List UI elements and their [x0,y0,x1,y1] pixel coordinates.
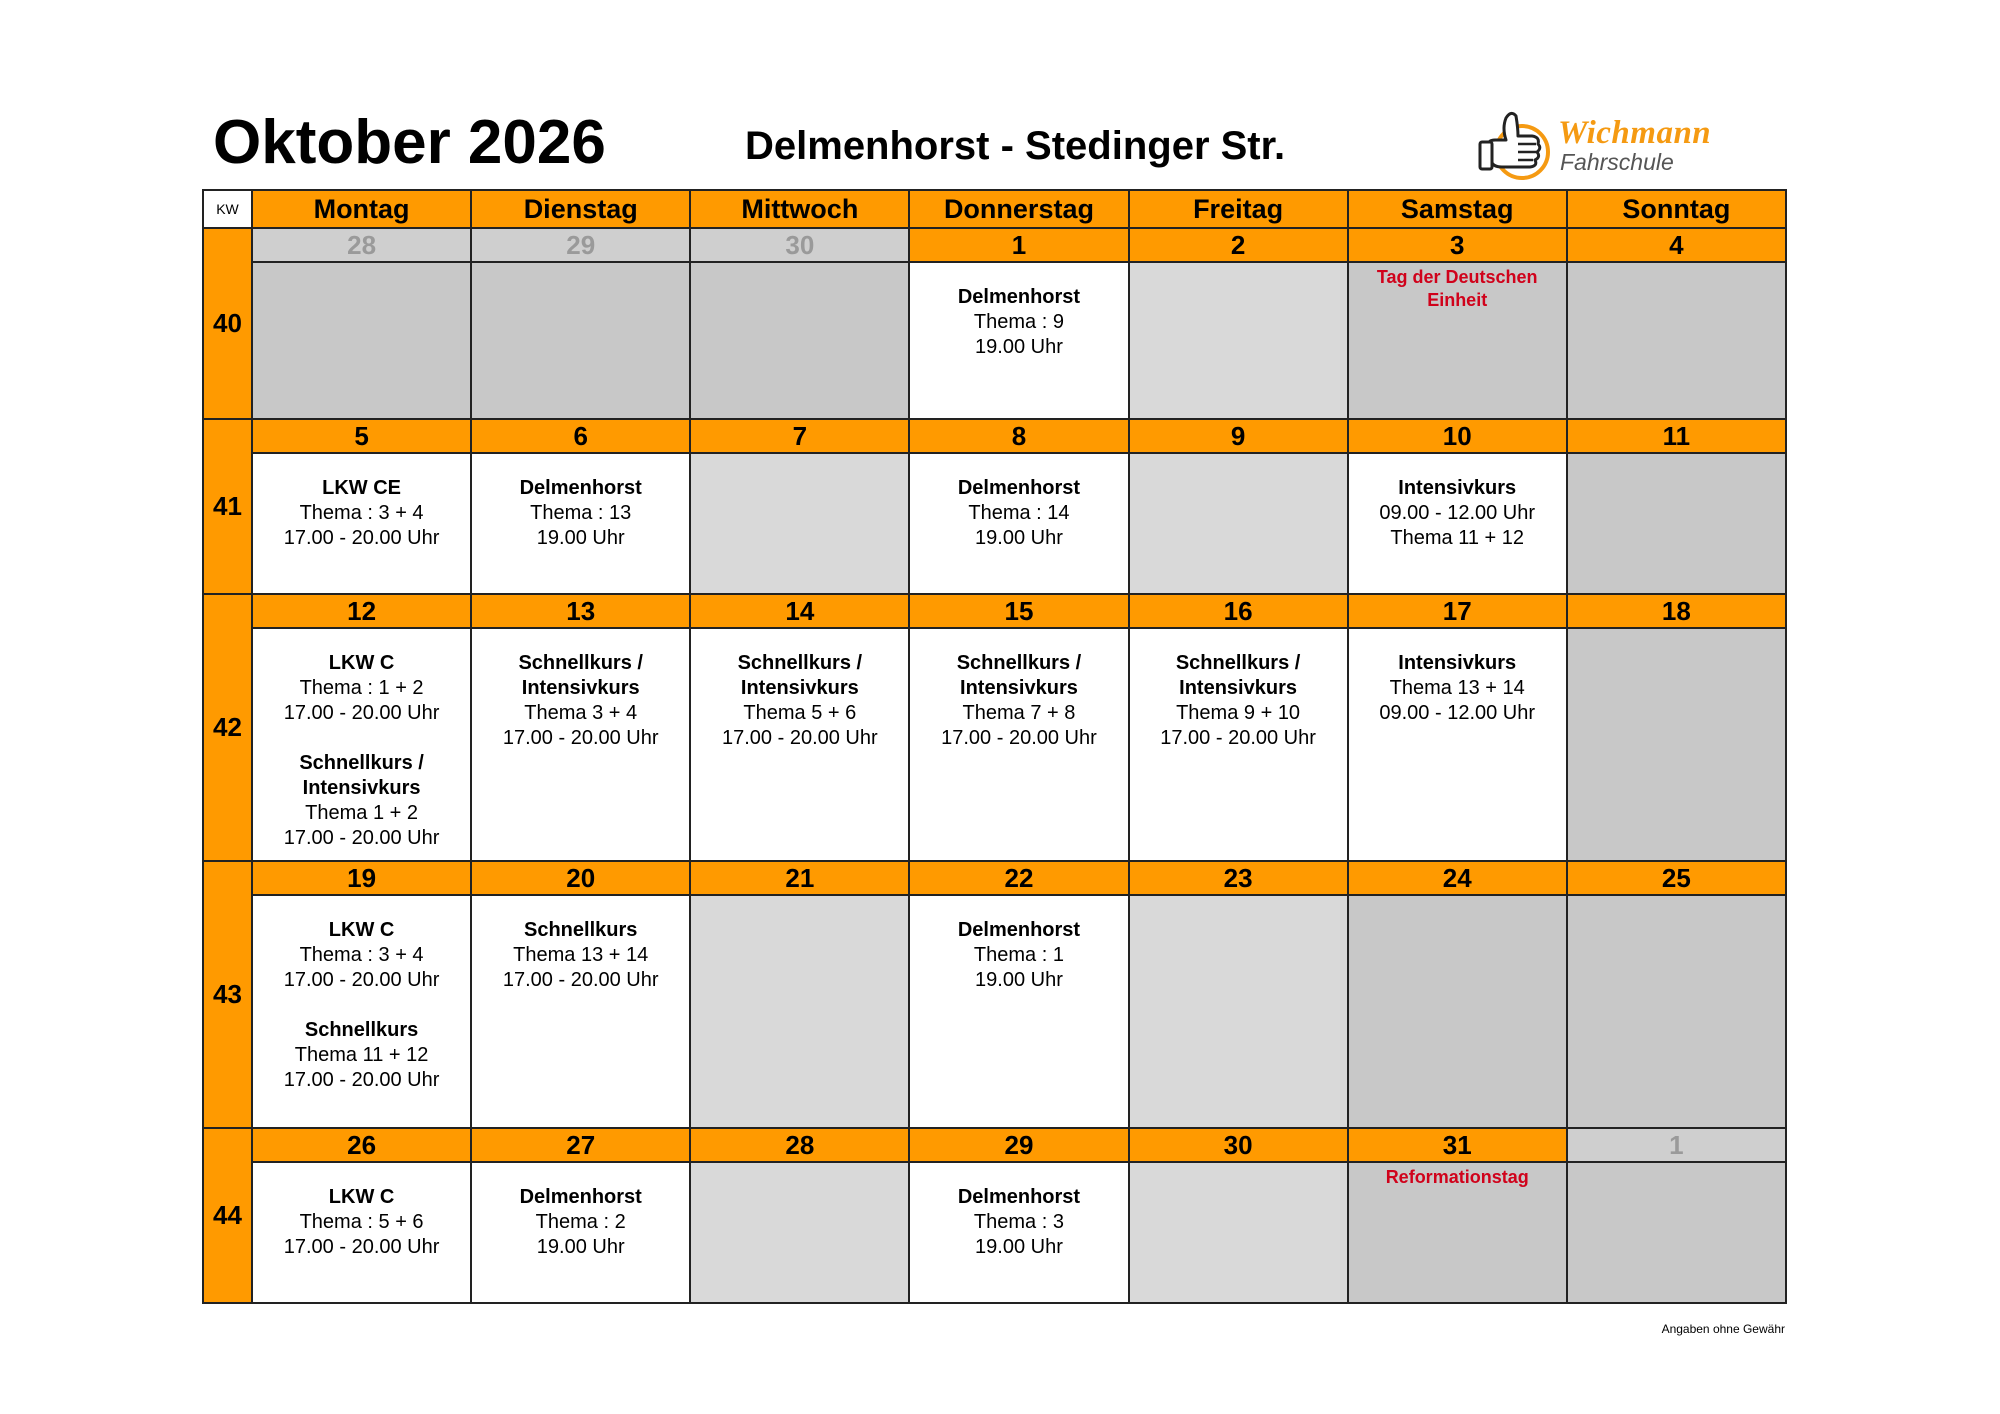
day-cell [909,895,1128,1128]
day-cell [690,453,909,594]
week-number: 42 [203,594,252,861]
day-number: 22 [909,861,1128,895]
course-event [253,918,470,993]
course-event [910,476,1127,551]
event-title: Delmenhorst [957,477,1081,499]
event-detail: 09.00 - 12.00 Uhr [1379,702,1536,724]
event-detail: Thema : 3 [973,1211,1064,1233]
event-detail: Thema 13 + 14 [1389,677,1525,699]
day-cell [1129,1162,1348,1303]
event-detail: 17.00 - 20.00 Uhr [941,727,1097,749]
day-number: 29 [909,1128,1128,1162]
date-row [203,594,1786,628]
event-detail: 17.00 - 20.00 Uhr [283,969,440,991]
course-event [253,651,470,726]
event-detail: 19.00 Uhr [975,969,1063,991]
day-number: 28 [690,1128,909,1162]
day-number: 1 [1567,1128,1786,1162]
day-number: 8 [909,419,1128,453]
event-detail: 17.00 - 20.00 Uhr [283,1236,440,1258]
event-detail: 09.00 - 12.00 Uhr [1379,502,1536,524]
day-number: 21 [690,861,909,895]
course-event [253,1185,470,1260]
day-number: 28 [252,228,471,262]
event-title: Schnellkurs / Intensivkurs [1175,652,1301,699]
event-detail: Thema 11 + 12 [294,1044,429,1066]
weekday-header: Montag [252,190,471,228]
thumbs-up-icon [1478,106,1558,182]
course-event [472,1185,689,1260]
event-detail: Thema : 5 + 6 [299,1211,424,1233]
event-title: LKW C [328,1186,395,1208]
day-cell [1567,262,1786,419]
day-cell [1129,453,1348,594]
event-detail: 19.00 Uhr [975,1236,1063,1258]
event-detail: 17.00 - 20.00 Uhr [502,727,659,749]
day-number: 26 [252,1128,471,1162]
event-detail: 17.00 - 20.00 Uhr [502,969,659,991]
day-cell [690,628,909,861]
day-number: 24 [1348,861,1567,895]
event-detail: 19.00 Uhr [975,336,1063,358]
course-event [910,918,1127,993]
day-number: 30 [1129,1128,1348,1162]
event-detail: 17.00 - 20.00 Uhr [283,827,440,849]
weekday-header: Dienstag [471,190,690,228]
day-cell [1348,895,1567,1128]
day-number: 19 [252,861,471,895]
event-detail: Thema 9 + 10 [1176,702,1301,724]
logo [1478,106,1768,182]
week-number: 44 [203,1128,252,1303]
day-number: 3 [1348,228,1567,262]
day-cell [1348,1162,1567,1303]
event-title: Delmenhorst [957,1186,1081,1208]
day-cell [252,1162,471,1303]
event-title: Schnellkurs / Intensivkurs [299,752,424,799]
event-title: Delmenhorst [519,477,642,499]
day-number: 9 [1129,419,1348,453]
date-row [203,861,1786,895]
event-detail: Thema 3 + 4 [524,702,638,724]
day-number: 31 [1348,1128,1567,1162]
weekday-header-row [203,190,1786,228]
day-cell [909,628,1128,861]
weekday-header: Freitag [1129,190,1348,228]
day-cell [909,1162,1128,1303]
logo-name: Wichmann [1558,115,1712,151]
day-number: 10 [1348,419,1567,453]
day-number: 25 [1567,861,1786,895]
date-row [203,228,1786,262]
event-detail: Thema : 1 + 2 [299,677,424,699]
day-cell [1567,1162,1786,1303]
day-number: 15 [909,594,1128,628]
event-detail: Thema 5 + 6 [743,702,857,724]
day-number: 5 [252,419,471,453]
day-cell [471,262,690,419]
event-title: LKW CE [322,477,402,499]
holiday-label: Tag der Deutschen Einheit [1376,267,1538,310]
events-row [203,453,1786,594]
event-title: Schnellkurs / Intensivkurs [956,652,1082,699]
weekday-header: Sonntag [1567,190,1786,228]
day-number: 7 [690,419,909,453]
event-detail: Thema : 13 [530,502,632,524]
event-detail: Thema : 14 [968,502,1070,524]
event-detail: 17.00 - 20.00 Uhr [722,727,878,749]
week-number: 40 [203,228,252,419]
day-cell [1129,262,1348,419]
day-cell [909,262,1128,419]
event-detail: Thema : 9 [973,311,1064,333]
day-cell [690,1162,909,1303]
day-cell [471,453,690,594]
event-detail: 17.00 - 20.00 Uhr [283,1069,440,1091]
day-number: 16 [1129,594,1348,628]
course-event [910,285,1127,360]
course-event [472,918,689,993]
calendar-table [202,189,1787,1304]
weekday-header: Donnerstag [909,190,1128,228]
course-event [253,476,470,551]
events-row [203,628,1786,861]
day-number: 20 [471,861,690,895]
day-cell [252,262,471,419]
event-title: Schnellkurs / Intensivkurs [518,652,643,699]
events-row [203,262,1786,419]
day-number: 13 [471,594,690,628]
day-cell [252,895,471,1128]
day-number: 27 [471,1128,690,1162]
week-number: 43 [203,861,252,1128]
event-detail: 17.00 - 20.00 Uhr [1160,727,1316,749]
day-number: 23 [1129,861,1348,895]
location-title: Delmenhorst - Stedinger Str. [745,124,1286,168]
day-number: 29 [471,228,690,262]
day-cell [471,628,690,861]
event-title: Schnellkurs [304,1019,419,1041]
event-detail: Thema 11 + 12 [1390,527,1524,549]
date-row [203,419,1786,453]
event-detail: Thema : 3 + 4 [299,944,424,966]
event-title: LKW C [328,652,395,674]
event-title: LKW C [328,919,395,941]
day-cell [1348,628,1567,861]
event-title: Schnellkurs [524,919,638,941]
day-number: 14 [690,594,909,628]
day-number: 11 [1567,419,1786,453]
events-row [203,1162,1786,1303]
event-detail: Thema 13 + 14 [513,944,649,966]
weekday-header: Samstag [1348,190,1567,228]
event-detail: 19.00 Uhr [536,1236,625,1258]
day-number: 6 [471,419,690,453]
event-title: Schnellkurs / Intensivkurs [737,652,863,699]
page-title: Oktober 2026 [213,108,606,177]
course-event [1349,651,1566,726]
day-cell [1129,895,1348,1128]
course-event [691,651,908,751]
day-number: 1 [909,228,1128,262]
event-title: Intensivkurs [1398,477,1517,499]
event-detail: Thema : 1 [973,944,1064,966]
day-cell [1567,895,1786,1128]
day-number: 17 [1348,594,1567,628]
date-row [203,1128,1786,1162]
event-title: Intensivkurs [1398,652,1517,674]
logo-subtitle: Fahrschule [1560,149,1674,175]
event-detail: Thema 1 + 2 [305,802,418,824]
day-number: 30 [690,228,909,262]
event-detail: Thema : 2 [535,1211,626,1233]
course-event [1349,476,1566,551]
day-number: 4 [1567,228,1786,262]
event-detail: 17.00 - 20.00 Uhr [283,527,440,549]
day-cell [1129,628,1348,861]
course-event [1130,651,1347,751]
day-cell [690,895,909,1128]
course-event [910,1185,1127,1260]
event-title: Delmenhorst [519,1186,642,1208]
event-title: Delmenhorst [957,286,1081,308]
day-number: 18 [1567,594,1786,628]
day-cell [1567,453,1786,594]
day-cell [1348,453,1567,594]
event-detail: 19.00 Uhr [975,527,1063,549]
event-title: Delmenhorst [957,919,1081,941]
course-event [253,1018,470,1093]
event-detail: Thema : 3 + 4 [299,502,424,524]
day-cell [252,628,471,861]
day-cell [690,262,909,419]
disclaimer: Angaben ohne Gewähr [1661,1322,1785,1336]
events-row [203,895,1786,1128]
weekday-header: Mittwoch [690,190,909,228]
day-number: 12 [252,594,471,628]
course-event [910,651,1127,751]
day-cell [471,895,690,1128]
kw-header: KW [203,190,252,228]
course-event [253,751,470,851]
week-number: 41 [203,419,252,594]
day-number: 2 [1129,228,1348,262]
event-detail: Thema 7 + 8 [962,702,1076,724]
holiday-label: Reformationstag [1385,1167,1529,1187]
event-detail: 19.00 Uhr [536,527,625,549]
day-cell [1348,262,1567,419]
day-cell [471,1162,690,1303]
course-event [472,651,689,751]
event-detail: 17.00 - 20.00 Uhr [283,702,440,724]
day-cell [252,453,471,594]
day-cell [1567,628,1786,861]
course-event [472,476,689,551]
day-cell [909,453,1128,594]
